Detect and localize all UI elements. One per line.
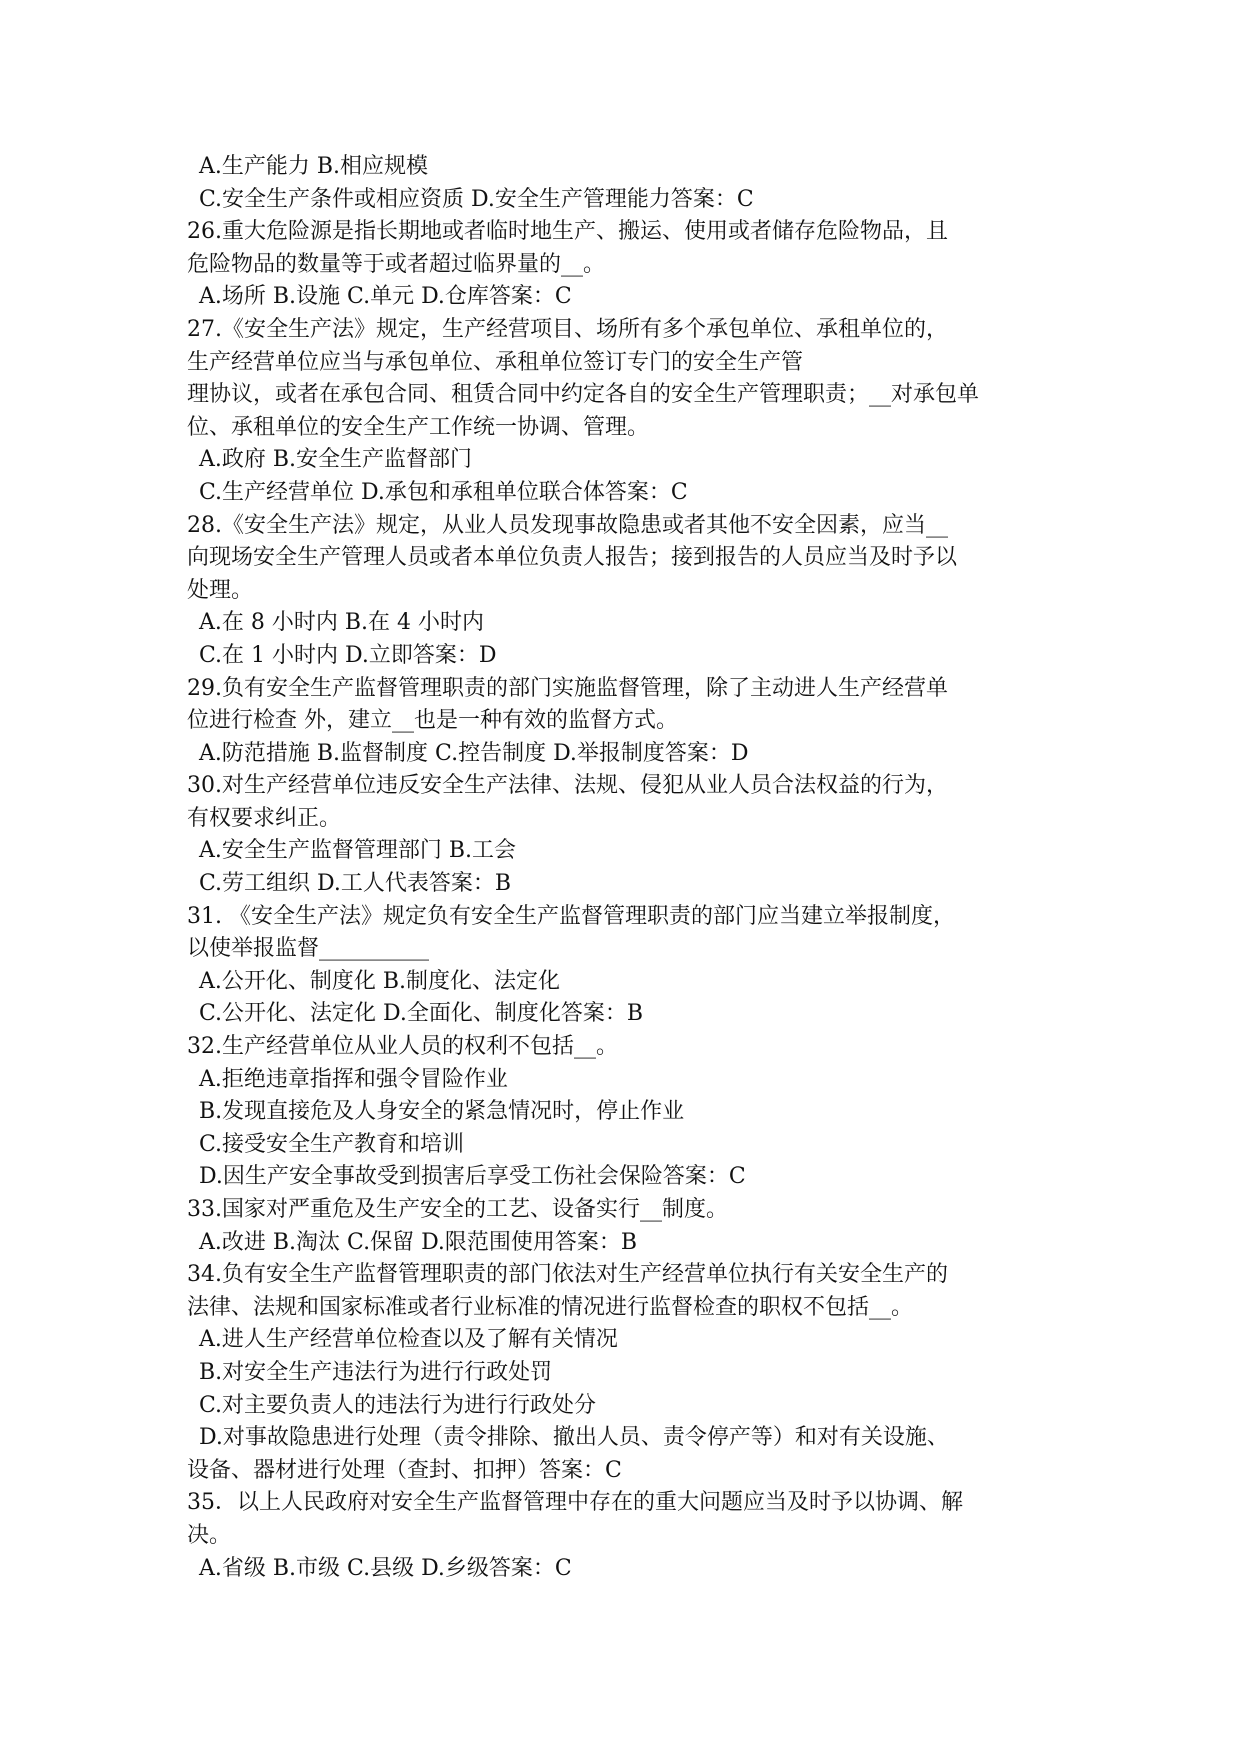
question-text-line: 28.《安全生产法》规定，从业人员发现事故隐患或者其他不安全因素，应当__ xyxy=(187,512,948,538)
question-text-line: 27.《安全生产法》规定，生产经营项目、场所有多个承包单位、承租单位的， xyxy=(187,316,948,342)
question-text-line: 设备、器材进行处理（查封、扣押）答案：C xyxy=(187,1457,622,1483)
question-text-line: 危险物品的数量等于或者超过临界量的__。 xyxy=(187,251,606,277)
answer-option-line: C.公开化、法定化 D.全面化、制度化答案：B xyxy=(199,1001,644,1027)
question-text-line: 26.重大危险源是指长期地或者临时地生产、搬运、使用或者储存危险物品，且 xyxy=(187,219,948,245)
question-text-line: 法律、法规和国家标准或者行业标准的情况进行监督检查的职权不包括__。 xyxy=(187,1294,914,1320)
question-text-line: 向现场安全生产管理人员或者本单位负责人报告；接到报告的人员应当及时予以 xyxy=(187,545,958,571)
answer-option-line: C.接受安全生产教育和培训 xyxy=(199,1131,465,1157)
question-text-line: 处理。 xyxy=(187,577,254,603)
answer-option-line: A.进人生产经营单位检查以及了解有关情况 xyxy=(199,1327,618,1353)
answer-option-line: A.防范措施 B.监督制度 C.控告制度 D.举报制度答案：D xyxy=(199,740,749,766)
answer-option-line: A.省级 B.市级 C.县级 D.乡级答案：C xyxy=(199,1555,572,1581)
answer-option-line: A.改进 B.淘汰 C.保留 D.限范围使用答案：B xyxy=(199,1229,638,1255)
answer-option-line: B.发现直接危及人身安全的紧急情况时，停止作业 xyxy=(199,1099,685,1125)
answer-option-line: A.拒绝违章指挥和强令冒险作业 xyxy=(199,1066,508,1092)
question-text-line: 理协议，或者在承包合同、租赁合同中约定各自的安全生产管理职责；__对承包单 xyxy=(187,382,980,408)
document-page xyxy=(187,151,1067,1585)
answer-option-line: A.政府 B.安全生产监督部门 xyxy=(199,447,473,473)
question-text-line: 30.对生产经营单位违反安全生产法律、法规、侵犯从业人员合法权益的行为， xyxy=(187,773,948,799)
answer-option-line: A.在 8 小时内 B.在 4 小时内 xyxy=(199,610,485,636)
question-text-line: 生产经营单位应当与承包单位、承租单位签订专门的安全生产管 xyxy=(187,349,804,375)
answer-option-line: B.对安全生产违法行为进行行政处罚 xyxy=(199,1359,553,1385)
question-text-line: 34.负有安全生产监督管理职责的部门依法对生产经营单位执行有关安全生产的 xyxy=(187,1262,948,1288)
question-text-line: 32.生产经营单位从业人员的权利不包括__。 xyxy=(187,1034,618,1060)
question-text-line: 位进行检查 外，建立__也是一种有效的监督方式。 xyxy=(187,708,678,734)
answer-option-line: C.安全生产条件或相应资质 D.安全生产管理能力答案：C xyxy=(199,186,754,212)
question-text-line: 有权要求纠正。 xyxy=(187,805,342,831)
question-text-line: 位、承租单位的安全生产工作统一协调、管理。 xyxy=(187,414,650,440)
answer-option-line: A.场所 B.设施 C.单元 D.仓库答案：C xyxy=(199,284,572,310)
answer-option-line: A.生产能力 B.相应规模 xyxy=(199,154,429,179)
question-text-line: 决。 xyxy=(187,1522,232,1548)
answer-option-line: C.生产经营单位 D.承包和承租单位联合体答案：C xyxy=(199,479,688,505)
answer-option-line: C.对主要负责人的违法行为进行行政处分 xyxy=(199,1392,597,1418)
question-text-line: 35．以上人民政府对安全生产监督管理中存在的重大问题应当及时予以协调、解 xyxy=(187,1490,963,1516)
question-text-line: 以使举报监督__________ xyxy=(187,936,430,962)
question-text-line: 31. 《安全生产法》规定负有安全生产监督管理职责的部门应当建立举报制度， xyxy=(187,903,955,929)
answer-option-line: A.公开化、制度化 B.制度化、法定化 xyxy=(199,968,561,994)
answer-option-line: C.在 1 小时内 D.立即答案：D xyxy=(199,642,497,668)
answer-option-line: D.对事故隐患进行处理（责令排除、撤出人员、责令停产等）和对有关设施、 xyxy=(199,1425,949,1451)
answer-option-line: C.劳工组织 D.工人代表答案：B xyxy=(199,871,512,897)
answer-option-line: D.因生产安全事故受到损害后享受工伤社会保险答案：C xyxy=(199,1164,746,1190)
answer-option-line: A.安全生产监督管理部门 B.工会 xyxy=(199,838,517,864)
question-text-line: 29.负有安全生产监督管理职责的部门实施监督管理，除了主动进人生产经营单 xyxy=(187,675,948,701)
question-text-line: 33.国家对严重危及生产安全的工艺、设备实行__制度。 xyxy=(187,1197,728,1222)
